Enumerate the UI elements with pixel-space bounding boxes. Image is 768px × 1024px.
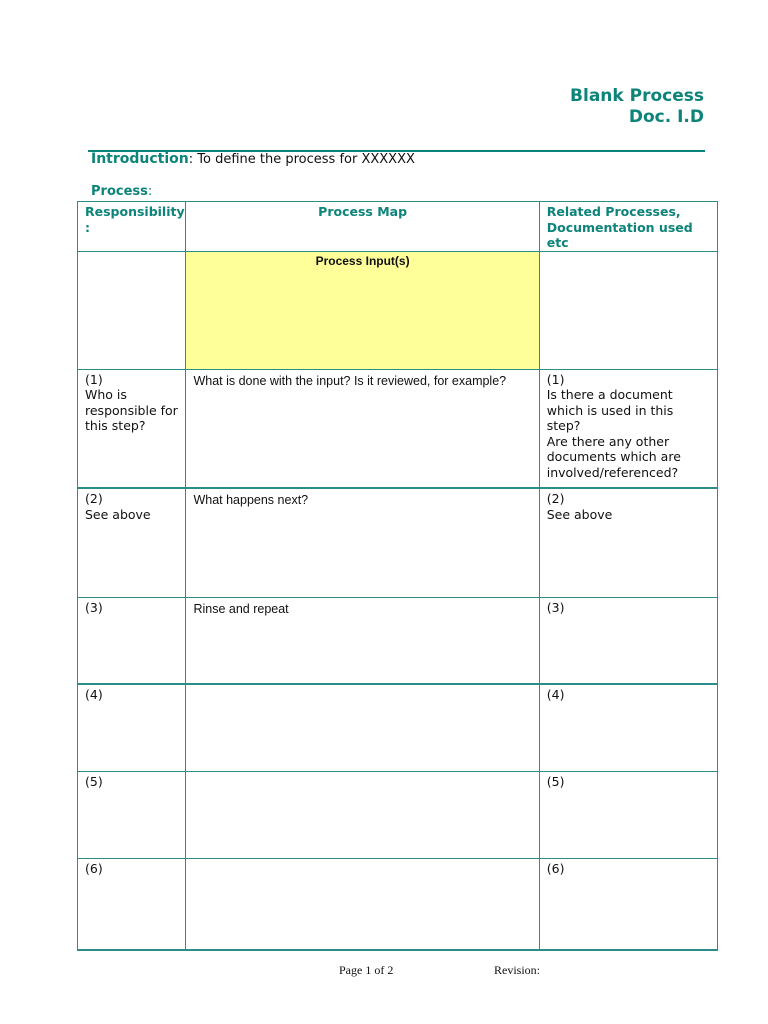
footer-page-number: Page 1 of 2 xyxy=(339,963,394,977)
document-id: Doc. I.D xyxy=(628,107,704,127)
header-responsibility: Responsibility : xyxy=(78,202,186,252)
footer-revision: Revision: xyxy=(494,963,541,977)
process-label: Process xyxy=(91,184,148,199)
table-row xyxy=(78,488,718,597)
header-process-map: Process Map xyxy=(186,202,539,252)
table-row xyxy=(78,684,718,771)
header-related-processes: Related Processes, Documentation used etc xyxy=(539,202,717,252)
row-4-responsibility: (4) xyxy=(78,684,186,771)
introduction-label: Introduction xyxy=(91,151,189,167)
table-header-row xyxy=(78,202,718,252)
row-4-related: (4) xyxy=(539,684,717,771)
row-6-process-map xyxy=(186,858,539,950)
table-row xyxy=(78,369,718,488)
row-3-process-map: Rinse and repeat xyxy=(186,597,539,684)
row-5-process-map xyxy=(186,771,539,858)
table-row xyxy=(78,597,718,684)
process-table xyxy=(77,201,718,951)
process-heading xyxy=(91,184,152,199)
row-3-responsibility: (3) xyxy=(78,597,186,684)
process-input-cell xyxy=(186,251,539,369)
row-4-process-map xyxy=(186,684,539,771)
row-1-related: (1) Is there a document which is used in this step? Are there any other documents which are involved/referenced? xyxy=(539,369,717,488)
row-2-process-map: What happens next? xyxy=(186,488,539,597)
row-5-related: (5) xyxy=(539,771,717,858)
process-label-suffix: : xyxy=(147,184,153,199)
row-3-related: (3) xyxy=(539,597,717,684)
introduction-line xyxy=(91,151,415,167)
row-6-responsibility: (6) xyxy=(78,858,186,950)
row-1-process-map: What is done with the input? Is it reviewed, for example? xyxy=(186,369,539,488)
row-2-related: (2) See above xyxy=(539,488,717,597)
input-row-related xyxy=(539,251,717,369)
input-row-responsibility xyxy=(78,251,186,369)
row-1-responsibility: (1) Who is responsible for this step? xyxy=(78,369,186,488)
document-title: Blank Process xyxy=(570,86,704,106)
introduction-text: : To define the process for XXXXXX xyxy=(188,152,415,167)
row-2-responsibility: (2) See above xyxy=(78,488,186,597)
document-title-block xyxy=(570,86,704,128)
table-row xyxy=(78,771,718,858)
table-row xyxy=(78,858,718,950)
row-6-related: (6) xyxy=(539,858,717,950)
input-row xyxy=(78,251,718,369)
process-input-title: Process Input(s) xyxy=(315,253,410,268)
row-5-responsibility: (5) xyxy=(78,771,186,858)
